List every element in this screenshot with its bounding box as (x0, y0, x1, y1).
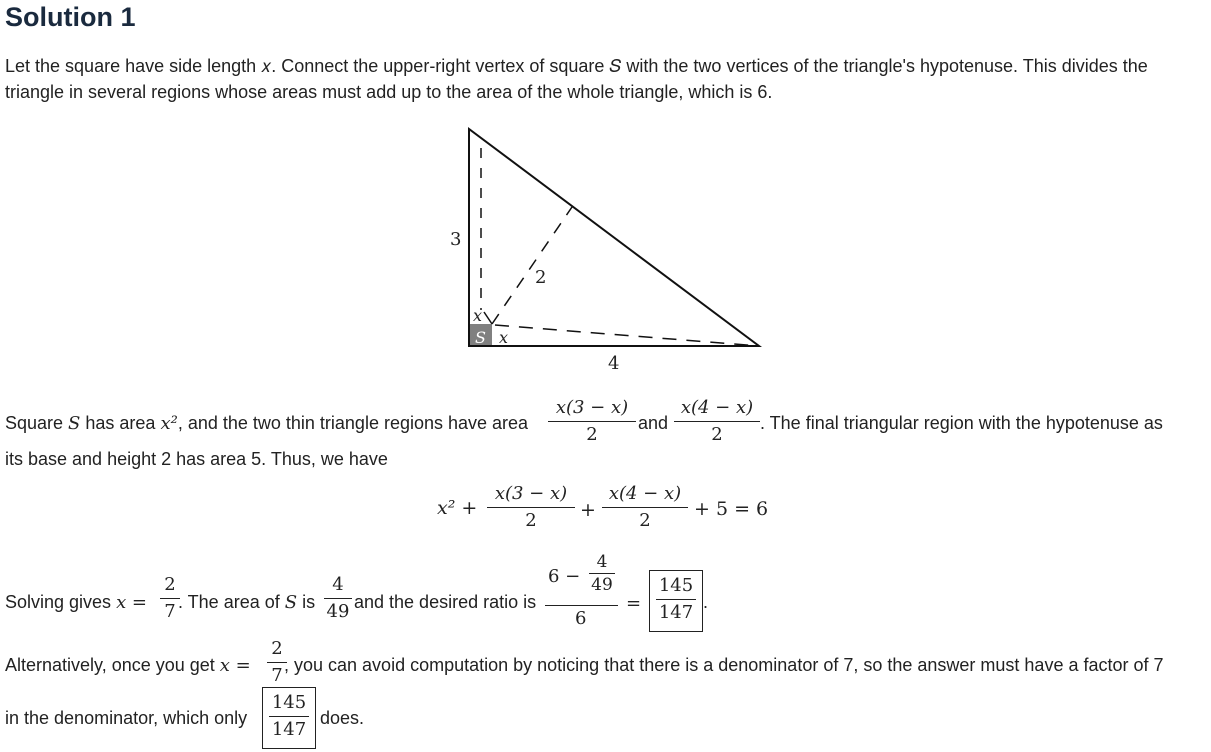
para2-frac2-den: 2 (711, 424, 723, 445)
eq-f2-den: 2 (639, 510, 651, 531)
solving-a: Solving gives (5, 592, 117, 612)
solving-equals: = (626, 593, 642, 614)
alt-fraction: 2 7 (267, 638, 287, 687)
para2-line-2: its base and height 2 has area 5. Thus, we have (5, 449, 388, 469)
equation-fraction-1 (487, 483, 575, 532)
section-heading: Solution 1 (5, 2, 136, 32)
solving-area-fraction: 4 49 (324, 574, 352, 623)
para2-c: , and the two thin triangle regions have area (177, 413, 529, 433)
para2-frac1-num: x(3 − x) (555, 397, 629, 418)
intro-line-1: Let the square have side length 𝑥. Connect the upper-right vertex of square 𝑆 with the two vertices of the triangle's hypotenuse. This divides the (5, 56, 1148, 76)
connector-up (484, 312, 492, 324)
right-triangle (469, 129, 759, 346)
para2-b: has area (80, 413, 161, 433)
eq-f1-num: x(3 − x) (494, 483, 568, 504)
para2-frac1-den: 2 (586, 424, 598, 445)
label-S: S (475, 328, 486, 347)
para2-fraction-1 (548, 397, 636, 446)
alt-text-c: in the denominator, which only (5, 708, 248, 728)
alt-text-a: Alternatively, once you get x = (5, 655, 251, 676)
equation-plus: + (580, 499, 596, 521)
label-4: 4 (608, 353, 620, 374)
answer-box (649, 570, 703, 632)
eq-f1-den: 2 (525, 510, 537, 531)
alt-answer-box: 145 147 (262, 687, 316, 749)
solving-ratio-text: and the desired ratio is (354, 592, 537, 612)
label-2: 2 (535, 267, 547, 288)
answer-num: 145 (658, 575, 694, 596)
para2-a: Square (5, 413, 69, 433)
equation-lhs: x² + (437, 497, 478, 519)
solving-ratio-fraction: 6 − 4 49 6 (545, 552, 618, 632)
eq-f2-num: x(4 − x) (608, 483, 682, 504)
para2-line1-left (5, 413, 528, 434)
answer-den: 147 (658, 602, 694, 623)
alt-text-d: does. (320, 708, 365, 728)
dashed-line-horizontal (495, 325, 759, 346)
solving-x-fraction: 2 7 (160, 574, 180, 623)
para2-S: S (68, 413, 81, 434)
solving-x-eq: x = (116, 592, 148, 613)
alt-text-b: , you can avoid computation by noticing that there is a denominator of 7, so the answer must have a factor of 7 (284, 655, 1164, 675)
equation-fraction-2 (602, 483, 688, 532)
solving-mid: . The area of S is (178, 592, 316, 613)
triangle-figure (440, 125, 780, 375)
label-x-left: x (473, 306, 483, 325)
label-3: 3 (450, 229, 462, 250)
para2-and: and (638, 413, 669, 433)
equation-rhs: + 5 = 6 (694, 498, 769, 520)
para2-x2: x² (160, 413, 178, 434)
solving-text (5, 592, 147, 613)
solving-period: . (703, 592, 709, 612)
para2-d: . The final triangular region with the hypotenuse as (760, 413, 1163, 433)
para2-frac2-num: x(4 − x) (680, 397, 754, 418)
dashed-line-altitude (492, 207, 572, 324)
para2-fraction-2 (674, 397, 760, 446)
label-x-bottom: x (499, 328, 509, 347)
intro-line-2: triangle in several regions whose areas must add up to the area of the whole triangle, which is 6. (5, 82, 773, 102)
